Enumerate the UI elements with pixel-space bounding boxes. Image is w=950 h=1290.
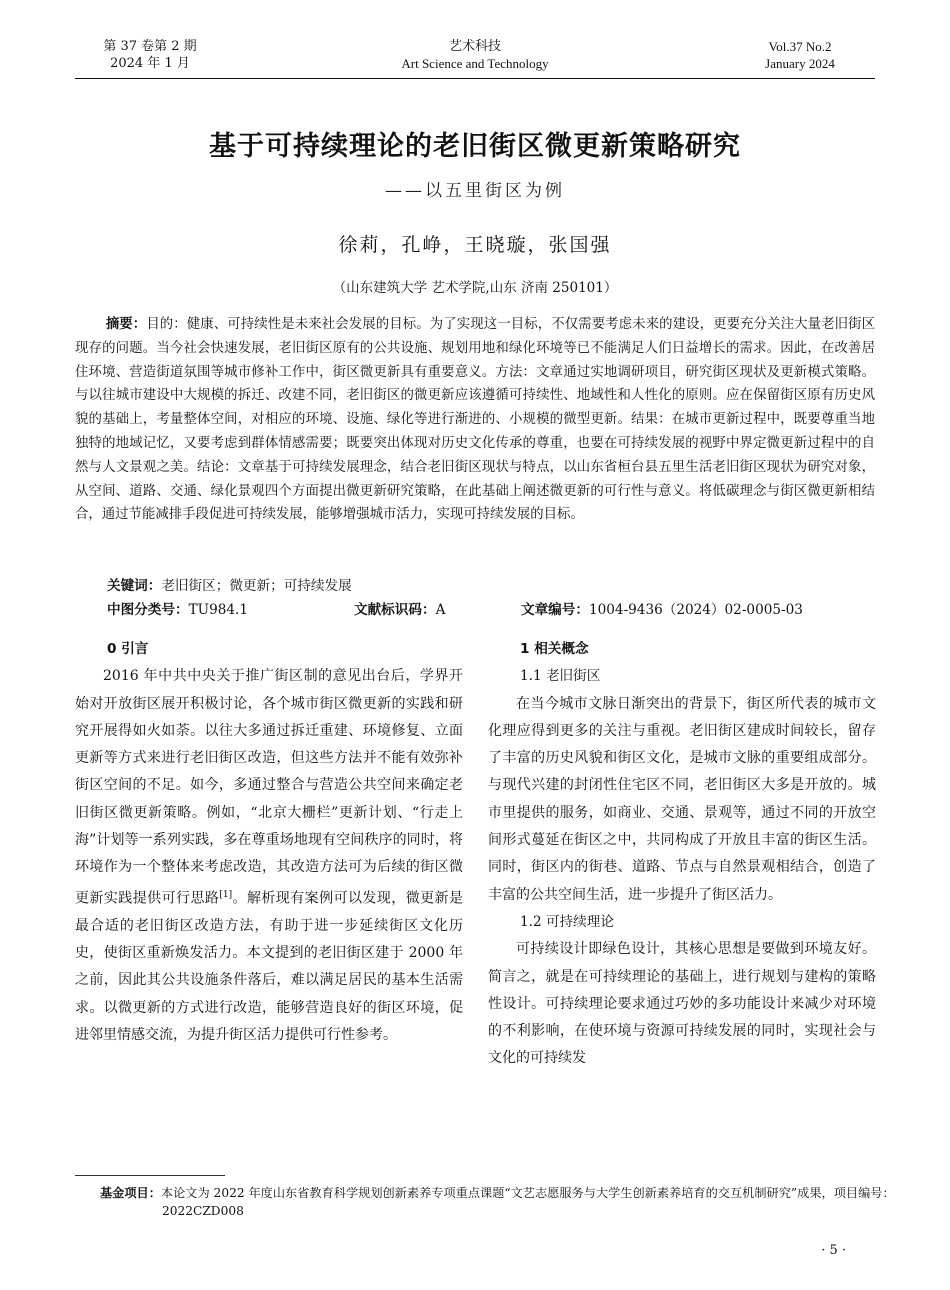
issue-date: 2024 年 1 月 (110, 56, 190, 71)
clc-value: TU984.1 (188, 602, 249, 618)
sustainability-paragraph: 可持续设计即绿色设计，其核心思想是要做到环境友好。简言之，就是在可持续理论的基础上，进行规划与建构的策略性设计。可持续理论要求通过巧妙的多功能设计来减少对环境的不利影响，在使环境与资源可持续发展的同时，实现社会与文化的可持续发 (488, 941, 876, 1067)
article-no-value: 1004-9436（2024）02-0005-03 (588, 602, 803, 618)
section-heading-intro: 0 引言 (107, 641, 149, 657)
section-heading-concepts: 1 相关概念 (520, 641, 589, 657)
abstract (75, 313, 875, 527)
paper-subtitle: ——以五里街区为例 (385, 181, 565, 201)
old-blocks-paragraph: 在当今城市文脉日渐突出的背景下，街区所代表的城市文化理应得到更多的关注与重视。老旧街区建成时间较长，留存了丰富的历史风貌和街区文化，是城市文脉的重要组成部分。与现代兴建的封闭性住宅区不同，老旧街区大多是开放的。城市里提供的服务，如商业、交通、景观等，通过不同的开放空间形式蔓延在街区之中，共同构成了开放且丰富的街区生活。同时，街区内的街巷、道路、节点与自然景观相结合，创造了丰富的公共空间生活，进一步提升了街区活力。 (488, 695, 876, 903)
affiliation: （山东建筑大学 艺术学院,山东 济南 250101） (332, 280, 618, 296)
paper-title: 基于可持续理论的老旧街区微更新策略研究 (209, 131, 741, 162)
article-number (521, 599, 803, 621)
citation-1: [1] (219, 889, 233, 900)
page-number: · 5 · (821, 1243, 846, 1258)
keywords-label: 关键词： (107, 578, 162, 594)
left-column (75, 636, 463, 1049)
subsection-sustainability: 1.2 可持续理论 (520, 913, 614, 930)
footnote-rule (75, 1175, 225, 1176)
intro-paragraph (75, 663, 463, 1049)
abstract-text: 目的：健康、可持续性是未来社会发展的目标。为了实现这一目标，不仅需要考虑未来的建设，更要充分关注大量老旧街区现存的问题。当今社会快速发展，老旧街区原有的公共设施、规划用地和绿化环境等已不能满足人们日益增长的需求。因此，在改善居住环境、营造街道氛围等城市修补工作中，街区微更新具有重要意义。方法：文章通过实地调研项目，研究街区现状及更新模式策略。与以往城市建设中大规模的拆迁、改建不同，老旧街区的微更新应该遵循可持续性、地域性和人性化的原则。应在保留街区原有历史风貌的基础上，考量整体空间，对相应的环境、设施、绿化等进行渐进的、小规模的微型更新。结果：在城市更新过程中，既要尊重当地独特的地域记忆，又要考虑到群体情感需要；既要突出体现对历史文化传承的尊重，也要在可持续发展的视野中界定微更新过程中的自然与人文景观之美。结论：文章基于可持续发展理念，结合老旧街区现状与特点，以山东省桓台县五里生活老旧街区现状为研究对象，从空间、道路、交通、绿化景观四个方面提出微更新研究策略，在此基础上阐述微更新的可行性与意义。将低碳理念与街区微更新相结合，通过节能减排手段促进可持续发展，能够增强城市活力，实现可持续发展的目标。 (75, 317, 876, 523)
journal-name-en: Art Science and Technology (401, 56, 549, 71)
right-column (488, 636, 876, 1073)
keywords (107, 575, 352, 597)
funding-text: 本论文为 2022 年度山东省教育科学规划创新素养专项重点课题“文艺志愿服务与大学生创新素养培育的交互机制研究”成果，项目编号：2022CZD008 (160, 1186, 895, 1218)
abstract-label: 摘要： (105, 317, 147, 332)
doc-code-label: 文献标识码： (354, 602, 436, 618)
clc-label: 中图分类号： (107, 602, 189, 618)
issue-month: January 2024 (765, 56, 835, 71)
journal-issue (75, 38, 225, 72)
author-list: 徐莉，孔峥，王晓璇，张国强 (338, 234, 612, 256)
journal-issue-en (725, 38, 875, 72)
document-code (354, 599, 445, 621)
doc-code-value: A (435, 602, 446, 618)
journal-name (325, 38, 625, 72)
header-rule (75, 78, 875, 79)
issue-volume: 第 37 卷第 2 期 (103, 39, 197, 54)
funding-label: 基金项目： (100, 1186, 161, 1200)
intro-text-cont: 。解析现有案例可以发现，微更新是最合适的老旧街区改造方法，有助于进一步延续街区文化历史，使街区重新焕发活力。本文提到的老旧街区建于 2000 年之前，因此其公共设施条件落后，难以满足居民的基本生活需求。以微更新的方式进行改造，能够营造良好的街区环境，促进邻里情感交流，为提升街区活力提供可行性参考。 (75, 890, 464, 1043)
clc-number (107, 599, 248, 621)
subsection-old-blocks: 1.1 老旧街区 (520, 668, 601, 685)
intro-text: 2016 年中共中央关于推广街区制的意见出台后，学界开始对开放街区展开积极讨论，各个城市街区微更新的实践和研究开展得如火如荼。以往大多通过拆迁重建、环境修复、立面更新等方式来进行老旧街区改造，但这些方法并不能有效弥补街区空间的不足。如今，多通过整合与营造公共空间来确定老旧街区微更新策略。例如，“北京大栅栏”更新计划、“行走上海”计划等一系列实践，多在尊重场地现有空间秩序的同时，将环境作为一个整体来考虑改造，其改造方法可为后续的街区微更新实践提供可行思路 (75, 668, 463, 907)
keywords-text: 老旧街区；微更新；可持续发展 (161, 578, 352, 594)
journal-name-zh: 艺术科技 (448, 39, 501, 54)
vol-no: Vol.37 No.2 (768, 39, 832, 54)
article-no-label: 文章编号： (521, 602, 589, 618)
funding-note (100, 1184, 942, 1220)
